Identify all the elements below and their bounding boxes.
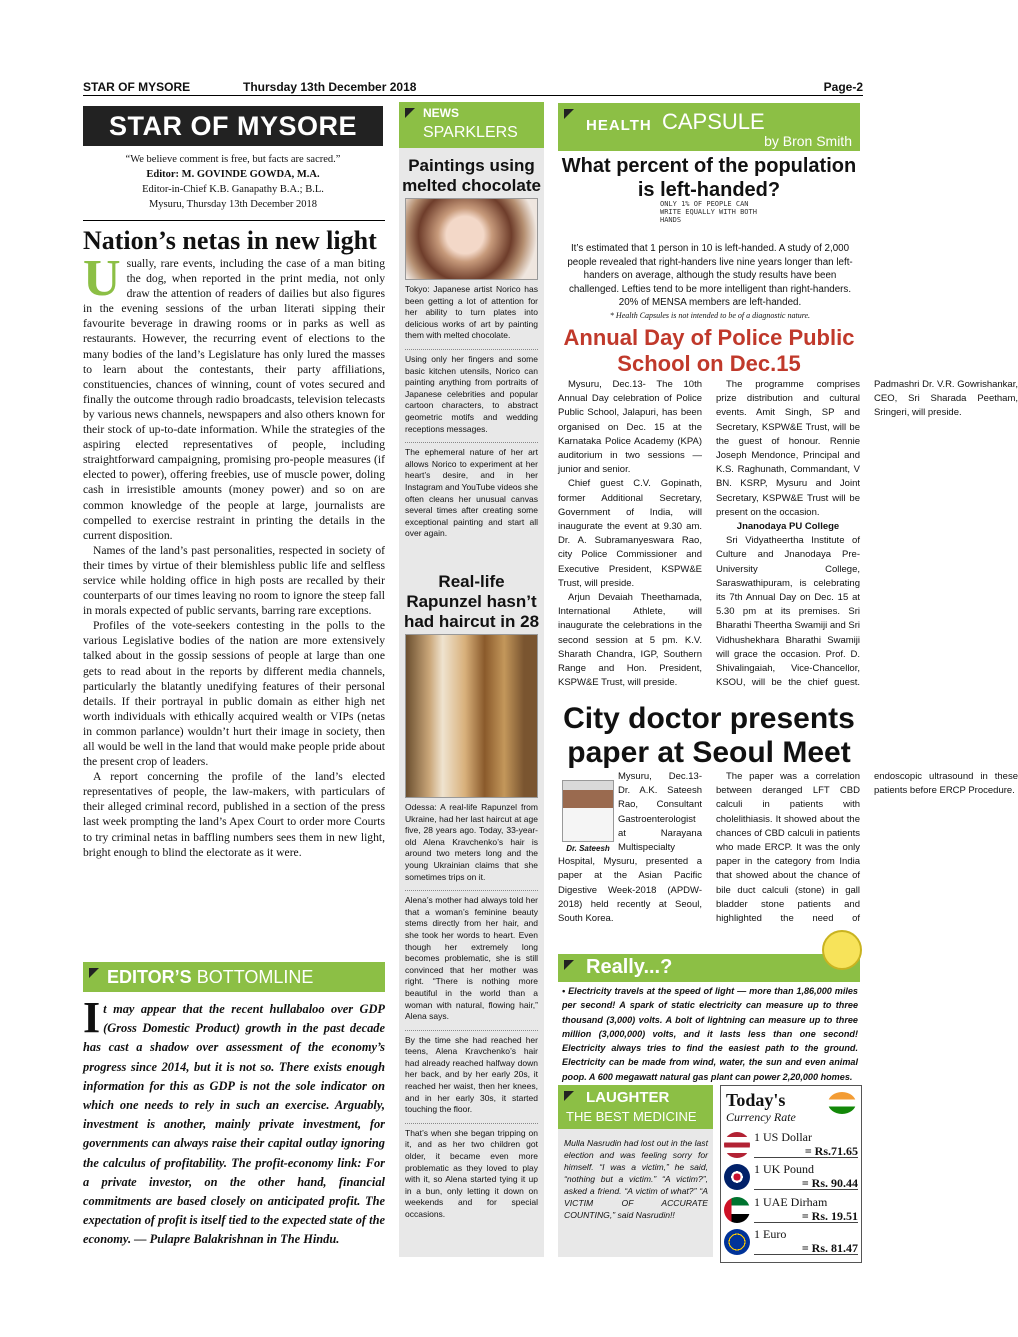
- currency-row: [724, 1130, 858, 1160]
- rapunzel-headline: Real-life Rapunzel hasn’t had haircut in 28: [403, 572, 540, 631]
- story-paragraph: The paper was a correlation between deranged LFT CBD calculi in patients with cholelithiasis. It showed about the chances of CBD calculi in patients who made ERCP. It was the only paper in the category from India that showed about the chance of bile duct calculi (stone) in gall bladder stone patients and highlighted the need of endoscopic ultrasound in these patients before ERCP Procedure.: [716, 771, 1018, 925]
- handwriting-sketch-image: ONLY 1% OF PEOPLE CAN WRITE EQUALLY WITH BOTH HANDS: [660, 200, 757, 224]
- health-byline: by Bron Smith: [764, 133, 852, 149]
- currency-row: [724, 1227, 858, 1257]
- doctor-portrait-photo: [562, 780, 614, 842]
- uae-flag-icon: [724, 1197, 750, 1223]
- chocolate-story: [405, 284, 538, 547]
- masthead-title: STAR OF MYSORE: [83, 106, 383, 146]
- editor-in-chief-line: Editor-in-Chief K.B. Ganapathy B.A.; B.L.: [142, 184, 324, 195]
- currency-value: = Rs.71.65: [804, 1144, 858, 1158]
- rapunzel-story: [405, 802, 538, 1228]
- bottomline-banner: [83, 962, 385, 992]
- header-page-number: Page-2: [823, 80, 863, 94]
- editor-line: Editor: M. GOVINDE GOWDA, M.A.: [146, 169, 320, 180]
- best-medicine-label: THE BEST MEDICINE: [566, 1109, 697, 1124]
- really-label: Really...?: [586, 956, 673, 978]
- story-paragraph: The ephemeral nature of her art allows Norico to experiment at her heart’s desire, and in her Instagram and YouTube videos she often cleans her unusual canvas several times after creating some exceptional painting and start all over again.: [405, 442, 538, 540]
- doctor-photo-caption: Dr. Sateesh: [566, 844, 610, 853]
- annual-day-story: [558, 378, 1018, 702]
- corner-triangle-icon: [564, 1091, 574, 1101]
- story-paragraph: Using only her fingers and some basic kitchen utensils, Norico can painting anything from portraits of Japanese celebrities and popular cartoon characters, to abstract geometric motifs and wedding receptions messages.: [405, 349, 538, 435]
- health-capsule-banner: [558, 103, 860, 151]
- laughter-label: LAUGHTER: [586, 1089, 670, 1106]
- bottomline-body: [83, 993, 385, 1250]
- header-paper-name: STAR OF MYSORE: [83, 80, 191, 94]
- really-text: • Electricity travels at the speed of light — more than 1,86,000 miles per second! A spark of static electricity can measure up to three thousand (3,000) volts. A bolt of lightning can measure up to three million (3,000,000) volts, and it lasts less than one second! Electricity always tries to find the easiest path to the ground. Electricity can be made from wind, water, the sun and even animal poop. A 600 megawatt natural gas plant can power 2,20,000 homes.: [562, 986, 858, 1082]
- editorial-headline: Nation’s netas in new light: [83, 226, 377, 255]
- laughter-banner: [558, 1085, 713, 1129]
- header-date: Thursday 13th December 2018: [243, 80, 417, 94]
- eu-flag-icon: [724, 1229, 750, 1255]
- story-paragraph: By the time she had reached her teens, Alena Kravchenko’s hair had already reached halfway down her back, and by her early 20s, it reached her waist, then her knees, and in her early 30s, it started touching the floor.: [405, 1030, 538, 1116]
- corner-triangle-icon: [89, 968, 99, 978]
- doctor-headline: City doctor presents paper at Seoul Meet: [563, 702, 855, 769]
- masthead-credits: [83, 152, 383, 212]
- currency-name: 1 UK Pound: [754, 1162, 815, 1176]
- lightbulb-icon: [822, 930, 862, 970]
- editorial-paragraph: Profiles of the vote-seekers contesting in the polls to the various Legislative bodies of the nation are more extensively talked about in the gossip sessions of people at large than one gets to read about in the reports by different media channels, particularly the blatantly unedifying features of their personal details. If their portrayal in public domain as either high net worth individuals with ethically acquired wealth or VIPs (netas in common parlance) wouldn’t hurt their image in society, then all would be well in the land that would make people pride about the present crop of leaders.: [83, 619, 385, 769]
- currency-value: = Rs. 81.47: [801, 1241, 858, 1255]
- health-headline: What percent of the population is left-handed?: [561, 155, 857, 201]
- corner-triangle-icon: [405, 108, 415, 118]
- us-flag-icon: [724, 1132, 750, 1158]
- motto: “We believe comment is free, but facts are sacred.”: [125, 154, 341, 165]
- story-paragraph: Odessa: A real-life Rapunzel from Ukraine, had her last haircut at age five, 28 years ago. Today, 33-year-old Alena Kravchenko’s hair is around two meters long and the young Ukrainian claims that she sometimes trips on it.: [405, 802, 538, 882]
- story-paragraph: Sri Vidyatheertha Institute of Culture and Jnanodaya Pre-University College, Saraswathipuram, is celebrating its 7th Annual Day on Dec. 15 at 5.30 pm at its premises. Sri Bharathi Theertha Swamiji and Sri Vidhushekhara Bharathi Swamiji will grace the occasion. Prof. D. Shivalingaiah, Vice-Chancellor, KSOU, will be the chief guest. Padmashri Dr. V.R. Gowrishankar, CEO, Sri Sharada Peetham, Sringeri, will preside.: [716, 379, 1018, 689]
- bottomline-dropcap: I: [83, 993, 101, 1042]
- story-paragraph: Tokyo: Japanese artist Norico has been getting a lot of attention for her ability to turn plates into delicious works of art by painting them with melted chocolate.: [405, 284, 538, 341]
- editorial-body: [83, 250, 386, 860]
- annual-day-headline: Annual Day of Police Public School on Dec.15: [563, 325, 855, 376]
- editorial-paragraph: sually, rare events, including the case of a man biting the dog, when reported in the print media, not only draw the attention of readers of dailies but also figures in the evening sessions of the urban literati sipping their favourite beverage in drawing rooms or in parks as well as restaurants. However, the recurring event of elections to the many bodies of the land’s Legislature has only lured the masses to learn about the contestants, their party affiliations, constituencies, chances of winning, count of votes secured and finally the outcome through radio broadcasts, television telecasts by various news channels, newspapers and also others known for their stock of up-to-date information. While the strategies of the aspiring elected representatives of people, including straightforward campaigning, promising pro-people measures (if elected to power), offering freebies, use of muscle power, doling cash in irresistible amounts (money power) and so on are common knowledge of the people at large, journalists are compelled to exercise restraint in printing the details in the current disposition.: [83, 257, 386, 542]
- editorial-paragraph: Names of the land’s past personalities, respected in society of their times by virtue of their blemishless public life and selfless service while holding office in high posts are recalled by their counterparts of our times leaving no room to ignore the steep fall in morals expected of public servants, barring rare exceptions.: [83, 543, 385, 618]
- currency-title: Today's: [726, 1090, 786, 1110]
- story-paragraph: Mysuru, Dec.13- The 10th Annual Day celebration of Police Public School, Jalapuri, has been organised on Dec. 15 at the Karnataka Police Academy (KPA) auditorium in two sessions — junior and senior.: [558, 379, 702, 476]
- currency-subtitle: Currency Rate: [726, 1110, 796, 1124]
- story-subhead: Jnanodaya PU College: [736, 521, 840, 533]
- corner-triangle-icon: [564, 960, 574, 970]
- laughter-text: Mulla Nasrudin had lost out in the last election and was feeling sorry for himself. “I was a victim,” he said, “nothing but a victim.” “A victim?”, asked a friend. “A victim of what?” “A VICTIM OF ACCURATE COUNTING,” said Nasrudin!!: [564, 1138, 708, 1220]
- story-paragraph: Mysuru, Dec.13- Dr. A.K. Sateesh Rao, Consultant Gastroenterologist at Narayana Multispecialty Hospital, Mysuru, presented a paper at the Asian Pacific Digestive Week-2018 (APDW-2018) held recently at Seoul, South Korea.: [558, 771, 702, 925]
- really-banner: [558, 954, 860, 982]
- story-paragraph: Chief guest C.V. Gopinath, former Additional Secretary, Government of India, will inaugurate the event at 9.30 am. Dr. A. Subramanyeswara Rao, city Police Commissioner and Executive President, KSPW&E Trust, will preside.: [558, 478, 702, 589]
- chocolate-painting-image: [405, 198, 538, 280]
- currency-name: 1 Euro: [754, 1227, 787, 1241]
- currency-name: 1 US Dollar: [754, 1130, 812, 1144]
- page-header: [83, 80, 863, 96]
- currency-value: = Rs. 90.44: [801, 1176, 858, 1190]
- bottomline-label-b: BOTTOMLINE: [196, 967, 314, 987]
- health-text: It’s estimated that 1 person in 10 is left-handed. A study of 2,000 people revealed that right-handers live nine years longer than left-handers on average, although the study results have been challenged. Lefties tend to be more intelligent than right-handers. 20% of MENSA members are left-handed.: [567, 243, 853, 309]
- uk-flag-icon: [724, 1164, 750, 1190]
- currency-name: 1 UAE Dirham: [754, 1195, 828, 1209]
- corner-triangle-icon: [564, 109, 574, 119]
- news-label: NEWS: [423, 106, 459, 120]
- currency-row: [724, 1162, 858, 1192]
- bottomline-text: t may appear that the recent hullabaloo over GDP (Gross Domestic Product) growth in the past decade has cast a shadow over assessment of the economy’s progress since 2014, but it is not so. There exists enough information for this as GDP is not the sole indicator on which one needs to rely in such an exercise. Arguably, investment is another, mainly private investment, for governments can always raise their capital outlay ignoring the calculus of profitability. The profit-economy link: For a private investor, on the other hand, financial commitments are based closely on anticipated profit. The expectation of profit is itself tied to the expected state of the economy. — Pulapre Balakrishnan in The Hindu.: [83, 1002, 385, 1247]
- chocolate-headline: Paintings using melted chocolate: [402, 156, 541, 195]
- rapunzel-photo: [405, 634, 538, 798]
- editorial-paragraph: A report concerning the profile of the land’s elected representatives of people, the law-makers, with particulars of their alleged criminal record, published in a section of the press last week prompting the land’s Apex Court to order more Courts to try criminal netas in baffling numbers sees them in new light, bright enough to blind the electorate as it were.: [83, 770, 385, 859]
- divider: [83, 220, 385, 221]
- story-paragraph: Alena’s mother had always told her that a woman’s feminine beauty stems directly from her hair, and she took her words to heart. Even though her extremely long becomes problematic, she is still convinced that her mother was right. “There is nothing more beautiful in the world than a woman with natural, flowing hair,” Alena says.: [405, 890, 538, 1023]
- currency-row: [724, 1195, 858, 1225]
- story-paragraph: Arjun Devaiah Theethamada, International Athlete, will inaugurate the celebrations in the second session at 5 pm. K.V. Sharath Chandra, IGP, Southern Range and Hon. President, KSPW&E Trust, will preside.: [558, 592, 702, 689]
- editorial-dropcap: U: [83, 250, 121, 307]
- health-label: HEALTH: [586, 117, 652, 134]
- news-sparklers-banner: [399, 102, 544, 148]
- capsule-label: CAPSULE: [662, 109, 765, 134]
- india-flag-icon: [828, 1092, 856, 1114]
- bottomline-label-a: EDITOR’S: [107, 967, 192, 987]
- sparklers-label: SPARKLERS: [423, 124, 518, 141]
- story-paragraph: That’s when she began tripping on it, and as her two children got older, it became even more problematic as they loved to play with it, so Alena started tying it up in a bun, only letting it down on weekends and for special occasions.: [405, 1123, 538, 1221]
- health-footnote: * Health Capsules is not intended to be of a diagnostic nature.: [609, 311, 811, 320]
- story-paragraph: The programme comprises prize distribution and cultural events. Amit Singh, SP and Secretary, KSPW&E Trust, will be the guest of honour. Rennie Joseph Mendonce, Principal and K.S. Raghunath, Commandant, V BN. KSRP, Mysuru and Joint Secretary, KSPW&E Trust will be present on the occasion.: [716, 379, 860, 518]
- currency-value: = Rs. 19.51: [801, 1209, 858, 1223]
- dateline: Mysuru, Thursday 13th December 2018: [148, 199, 318, 210]
